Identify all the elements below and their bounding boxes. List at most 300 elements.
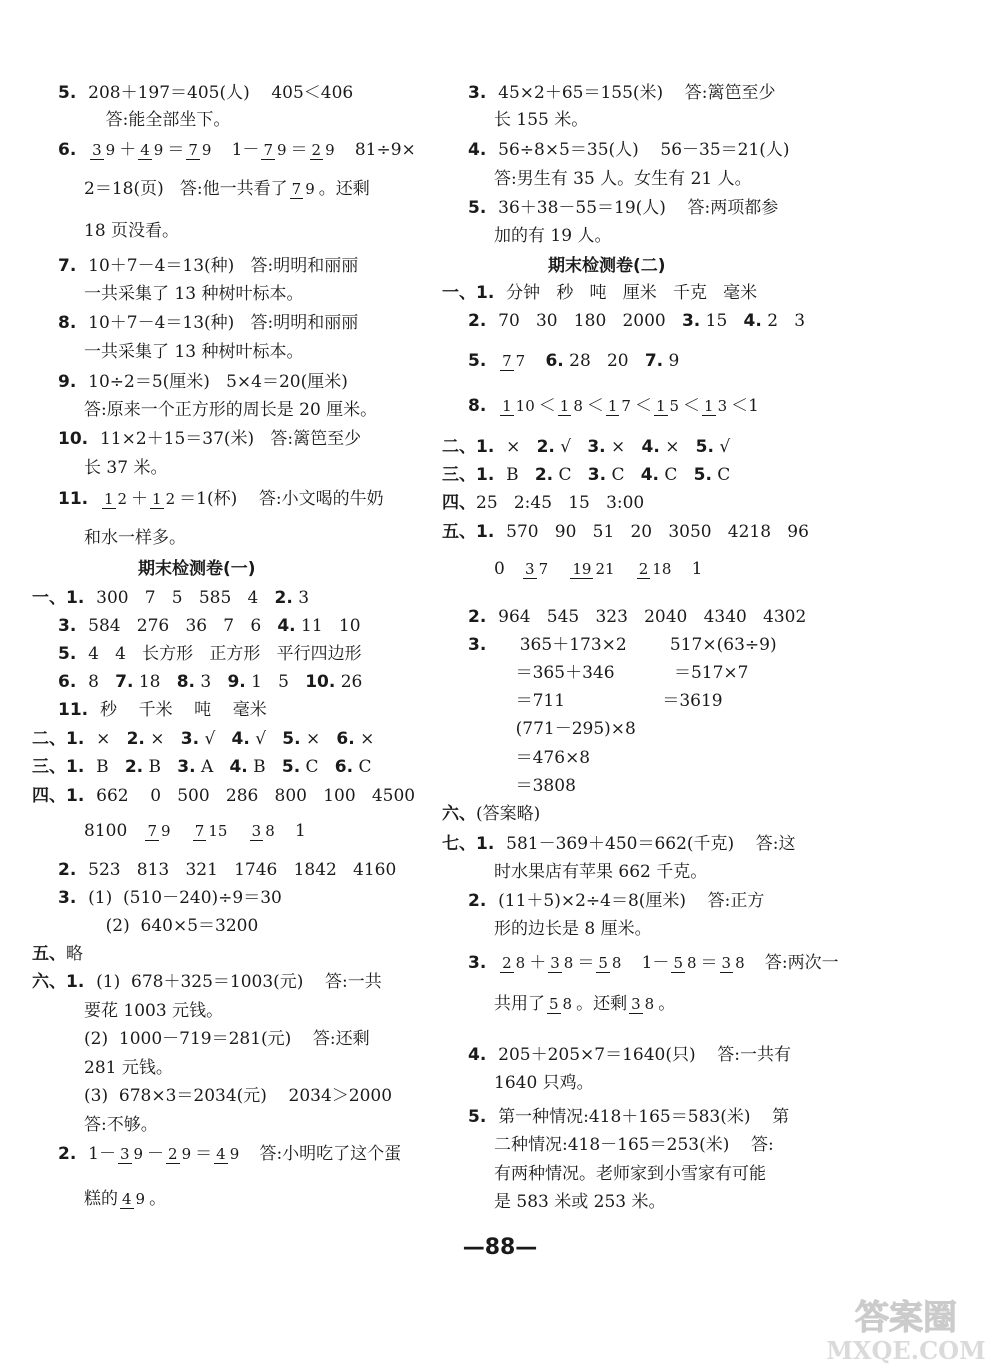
fraction-numerator: 3: [631, 994, 641, 1013]
answer-text: (答案略): [476, 804, 541, 824]
question-number: 2.: [274, 588, 293, 608]
fraction-numerator: 1: [655, 396, 666, 415]
answer-text: 和水一样多。: [84, 528, 186, 548]
fraction: [310, 142, 337, 160]
question-number: 5.: [58, 644, 89, 664]
fraction: [166, 1146, 193, 1164]
fraction: [193, 823, 230, 841]
fraction-denominator: 7: [538, 559, 549, 578]
answer-text: 1－: [88, 1144, 116, 1164]
answer-text: 有两种情况。老师家到小雪家有可能: [494, 1164, 766, 1184]
answer-text: 。: [149, 1189, 167, 1209]
question-number: 2.: [468, 311, 499, 331]
question-number: 2.: [536, 437, 555, 457]
answer-line: [58, 82, 353, 104]
answer-text: 964 545 323 2040 4340 4302: [498, 607, 807, 627]
fraction-numerator: 7: [147, 821, 158, 840]
answer-text: 长 155 米。: [494, 110, 589, 130]
question-number: 5.: [693, 465, 712, 485]
question-number: 6.: [58, 672, 89, 692]
answer-line: [32, 943, 83, 965]
answer-line: [494, 690, 723, 712]
question-number: 7.: [58, 256, 89, 276]
question-number: 四、1.: [32, 786, 97, 806]
fraction: [120, 1191, 147, 1209]
fraction-numerator: 19: [572, 559, 592, 578]
answer-line: [468, 350, 679, 372]
answer-line: [468, 634, 777, 656]
answer-text: 。还剩: [576, 994, 628, 1014]
fraction-denominator: 8: [644, 994, 655, 1013]
answer-line: [468, 197, 778, 219]
question-number: 4.: [231, 729, 250, 749]
fraction-denominator: 7: [515, 351, 526, 370]
answer-text: ＋: [119, 140, 137, 160]
question-number: 8.: [58, 313, 89, 333]
question-number: 3.: [58, 616, 89, 636]
question-number: 3.: [468, 953, 499, 973]
answer-text: B: [506, 465, 535, 485]
watermark-logo: [818, 1295, 993, 1365]
question-number: 3.: [468, 83, 499, 103]
answer-text: 。还剩: [318, 179, 370, 199]
question-number: 7.: [115, 672, 134, 692]
fraction: [596, 955, 623, 973]
answer-text: ＜: [683, 396, 701, 416]
question-number: 五、1.: [442, 522, 507, 542]
answer-text: 205＋205×7＝1640(只) 答:一共有: [498, 1045, 791, 1065]
answer-text: ＜: [538, 396, 556, 416]
fraction-numerator: 3: [721, 953, 732, 972]
answer-line: [442, 436, 730, 458]
answer-line: [84, 1057, 173, 1079]
answer-line: [84, 109, 230, 131]
answer-line: [58, 1143, 401, 1165]
question-number: 2.: [468, 891, 499, 911]
question-number: 4.: [468, 140, 499, 160]
answer-text: 10＋7－4＝13(种) 答:明明和丽丽: [88, 256, 359, 276]
fraction: [500, 398, 537, 416]
question-number: 5.: [58, 83, 89, 103]
answer-text: √: [554, 437, 588, 457]
answer-line: [494, 1134, 774, 1156]
question-number: 4.: [743, 311, 762, 331]
answer-line: [494, 109, 588, 131]
answer-text: 略: [66, 944, 83, 964]
answer-line: [468, 310, 805, 332]
question-number: 2.: [58, 860, 89, 880]
fraction-numerator: 3: [525, 559, 535, 578]
answer-text: ＝: [167, 140, 185, 160]
answer-line: [468, 82, 776, 104]
fraction-denominator: 8: [562, 994, 573, 1013]
answer-line: [442, 464, 730, 486]
answer-line: [138, 558, 256, 580]
fraction-numerator: 3: [119, 1144, 130, 1163]
answer-text: 秒 千米 吨 毫米: [99, 700, 267, 720]
fraction: [523, 561, 550, 579]
answer-line: [494, 861, 707, 883]
answer-text: ＋: [131, 489, 149, 509]
answer-text: 365＋173×2 517×(63÷9): [498, 635, 777, 655]
fraction-denominator: 21: [595, 559, 615, 578]
answer-text: 208＋197＝405(人) 405＜406: [88, 83, 354, 103]
answer-text: 36＋38－55＝19(人) 答:两项都参: [498, 198, 779, 218]
answer-text: 第一种情况:418＋165＝583(米) 第: [498, 1107, 790, 1127]
answer-text: 要花 1003 元钱。: [84, 1001, 224, 1021]
answer-text: 形的边长是 8 厘米。: [494, 919, 652, 939]
svg-text:MXQE.COM: MXQE.COM: [826, 1336, 986, 1365]
question-number: 5.: [468, 1107, 499, 1127]
fraction-denominator: 8: [515, 953, 526, 972]
question-number: 11.: [58, 489, 100, 509]
answer-line: [32, 728, 374, 750]
fraction-numerator: 3: [92, 140, 102, 159]
answer-text: 523 813 321 1746 1842 4160: [88, 860, 397, 880]
page-number: —88—: [462, 1235, 538, 1260]
question-number: 10.: [305, 672, 336, 692]
answer-text: 662 0 500 286 800 100 4500: [96, 786, 416, 806]
answer-text: C: [658, 465, 694, 485]
answer-text: ＜: [586, 396, 604, 416]
fraction-denominator: 5: [669, 396, 680, 415]
answer-line: [58, 488, 384, 510]
question-number: 3.: [58, 888, 89, 908]
question-number: 3.: [177, 757, 196, 777]
answer-text: 是 583 米或 253 米。: [494, 1192, 666, 1212]
answer-line: [468, 1044, 791, 1066]
fraction: [720, 955, 747, 973]
answer-line: [468, 395, 759, 417]
answer-text: ×: [354, 729, 375, 749]
answer-line: [84, 399, 377, 421]
question-number: 5.: [281, 757, 301, 777]
fraction: [606, 398, 633, 416]
question-number: 5.: [695, 437, 714, 457]
answer-line: [32, 756, 372, 778]
answer-text: ×: [300, 729, 337, 749]
question-number: 2.: [126, 729, 145, 749]
question-number: 三、1.: [32, 757, 97, 777]
answer-line: [442, 521, 809, 543]
question-number: 8.: [176, 672, 195, 692]
answer-line: [58, 139, 416, 161]
question-number: 2.: [58, 1144, 89, 1164]
answer-line: [32, 971, 382, 993]
answer-line: [494, 1163, 766, 1185]
fraction-numerator: 1: [103, 489, 114, 508]
fraction-denominator: 2: [165, 489, 176, 508]
answer-line: [442, 492, 644, 514]
fraction-denominator: 9: [181, 1144, 192, 1163]
fraction: [547, 996, 574, 1014]
answer-line: [494, 558, 702, 580]
question-number: 六、: [442, 804, 476, 824]
section-title: 期末检测卷(二): [548, 256, 666, 276]
answer-line: [84, 1114, 158, 1136]
answer-text: ＜: [634, 396, 652, 416]
fraction: [150, 491, 177, 509]
question-number: 5.: [282, 729, 301, 749]
answer-text: (2) 1000－719＝281(元) 答:还剩: [84, 1029, 370, 1049]
fraction-numerator: 2: [168, 1144, 178, 1163]
answer-text: ＝: [700, 953, 718, 973]
answer-text: ×: [96, 729, 127, 749]
fraction: [500, 353, 527, 371]
fraction-denominator: 15: [208, 821, 228, 840]
answer-line: [84, 1188, 166, 1210]
answer-text: 81÷9×: [338, 140, 416, 160]
fraction-denominator: 8: [735, 953, 745, 972]
answer-line: [84, 283, 303, 305]
answer-text: (1) (510－240)÷9＝30: [88, 888, 282, 908]
fraction-denominator: 8: [686, 953, 697, 972]
fraction-denominator: 18: [652, 559, 672, 578]
fraction-numerator: 5: [598, 953, 608, 972]
question-number: 4.: [229, 757, 248, 777]
fraction: [250, 823, 277, 841]
answer-text: (1) 678＋325＝1003(元) 答:一共: [96, 972, 382, 992]
fraction-denominator: 9: [276, 140, 287, 159]
answer-text: A: [195, 757, 230, 777]
answer-text: 11×2＋15＝37(米) 答:篱笆至少: [99, 429, 362, 449]
answer-text: 70 30 180 2000: [498, 311, 682, 331]
answer-text: ＝: [577, 953, 595, 973]
answer-text: C: [553, 465, 588, 485]
question-number: 6.: [545, 351, 564, 371]
answer-text: √: [713, 437, 731, 457]
fraction: [570, 561, 616, 579]
answer-text: －: [147, 1144, 165, 1164]
fraction: [145, 823, 172, 841]
answer-text: 18: [133, 672, 177, 692]
fraction-numerator: 7: [194, 821, 205, 840]
answer-line: [84, 341, 303, 363]
answer-text: 581－369＋450＝662(千克) 答:这: [506, 834, 796, 854]
fraction-numerator: 5: [673, 953, 683, 972]
answer-line: [58, 255, 358, 277]
answer-text: [231, 820, 247, 842]
answer-line: [468, 952, 839, 974]
answer-line: [442, 803, 540, 825]
fraction: [290, 181, 317, 199]
answer-text: 8100: [84, 821, 144, 841]
fraction-numerator: 1: [152, 489, 162, 508]
answer-line: [494, 1072, 594, 1094]
question-number: 4.: [277, 616, 296, 636]
answer-line: [494, 662, 748, 684]
question-number: 一、1.: [32, 588, 97, 608]
answer-text: 0: [494, 559, 522, 579]
question-number: 3.: [587, 437, 606, 457]
answer-text: ＝3808: [494, 776, 576, 796]
answer-text: (2) 640×5＝3200: [84, 916, 259, 936]
question-number: 三、1.: [442, 465, 507, 485]
answer-text: 45×2＋65＝155(米) 答:篱笆至少: [498, 83, 776, 103]
question-number: 4.: [640, 465, 659, 485]
fraction-numerator: 1: [607, 396, 618, 415]
question-number: 五、: [32, 944, 66, 964]
answer-text: (771－295)×8: [494, 719, 636, 739]
fraction-denominator: 9: [133, 1144, 144, 1163]
answer-line: [84, 220, 179, 242]
fraction: [637, 561, 674, 579]
answer-text: ＝1(杯) 答:小文喝的牛奶: [179, 489, 384, 509]
answer-text: ×: [506, 437, 537, 457]
question-number: 六、1.: [32, 972, 97, 992]
question-number: 5.: [468, 198, 499, 218]
answer-line: [84, 457, 167, 479]
answer-text: B: [96, 757, 125, 777]
fraction-denominator: 2: [117, 489, 128, 508]
section-title: 期末检测卷(一): [138, 559, 256, 579]
answer-text: 1: [278, 821, 306, 841]
answer-text: 10＋7－4＝13(种) 答:明明和丽丽: [88, 313, 359, 333]
answer-text: B: [143, 757, 178, 777]
answer-line: [494, 168, 752, 190]
question-number: 6.: [334, 757, 354, 777]
answer-text: 15: [700, 311, 744, 331]
fraction-denominator: 9: [105, 140, 116, 159]
answer-line: [548, 255, 666, 277]
answer-text: 1640 只鸡。: [494, 1073, 594, 1093]
answer-text: C: [711, 465, 731, 485]
answer-line: [58, 671, 362, 693]
fraction-denominator: 9: [135, 1189, 146, 1208]
answer-text: ×: [144, 729, 181, 749]
answer-line: [494, 747, 590, 769]
answer-text: 10÷2＝5(厘米) 5×4＝20(厘米): [88, 372, 348, 392]
answer-text: C: [606, 465, 641, 485]
answer-text: C: [353, 757, 372, 777]
answer-text: 11 10: [295, 616, 361, 636]
fraction: [558, 398, 585, 416]
answer-text: 1－: [625, 953, 670, 973]
answer-text: ＝711 ＝3619: [494, 691, 723, 711]
answer-text: B: [247, 757, 282, 777]
fraction-numerator: 7: [188, 140, 198, 159]
answer-text: 584 276 36 7 6: [88, 616, 278, 636]
answer-line: [468, 139, 790, 161]
answer-text: 二种情况:418－165＝253(米) 答:: [494, 1135, 774, 1155]
fraction-denominator: 9: [229, 1144, 240, 1163]
question-number: 一、1.: [442, 283, 507, 303]
answer-text: √: [249, 729, 283, 749]
fraction-numerator: 2: [638, 559, 649, 578]
fraction: [702, 398, 729, 416]
answer-text: 一共采集了 13 种树叶标本。: [84, 284, 304, 304]
question-number: 9.: [227, 672, 246, 692]
answer-text: 答:不够。: [84, 1115, 158, 1135]
answer-line: [494, 918, 652, 940]
answer-line: [84, 527, 186, 549]
fraction-denominator: 9: [201, 140, 212, 159]
answer-line: [58, 643, 362, 665]
fraction-denominator: 9: [305, 179, 315, 198]
answer-text: 4 4 长方形 正方形 平行四边形: [88, 644, 362, 664]
fraction: [118, 1146, 145, 1164]
question-number: 二、1.: [32, 729, 97, 749]
answer-text: 答:原来一个正方形的周长是 20 厘米。: [84, 400, 378, 420]
answer-text: 长 37 米。: [84, 458, 168, 478]
answer-line: [494, 718, 636, 740]
fraction: [654, 398, 681, 416]
fraction-numerator: 7: [263, 140, 273, 159]
fraction-denominator: 7: [621, 396, 631, 415]
answer-line: [58, 312, 358, 334]
question-number: 二、1.: [442, 437, 507, 457]
fraction: [500, 955, 527, 973]
question-number: 7.: [644, 351, 664, 371]
answer-text: 18 页没看。: [84, 221, 180, 241]
answer-text: 答:两次一: [748, 953, 839, 973]
fraction-numerator: 5: [549, 994, 559, 1013]
answer-text: 1 5: [245, 672, 306, 692]
question-number: 四、: [442, 493, 476, 513]
answer-line: [58, 887, 282, 909]
question-number: 11.: [58, 700, 100, 720]
fraction-numerator: 4: [122, 1189, 132, 1208]
question-number: 6.: [58, 140, 89, 160]
answer-text: 加的有 19 人。: [494, 226, 612, 246]
answer-text: 。: [658, 994, 676, 1014]
question-number: 3.: [681, 311, 701, 331]
fraction-numerator: 3: [550, 953, 560, 972]
answer-text: 1－: [215, 140, 260, 160]
answer-line: [468, 890, 764, 912]
answer-text: [552, 558, 568, 580]
question-number: 2.: [468, 607, 499, 627]
answer-text: 25 2:45 15 3:00: [476, 493, 645, 513]
answer-line: [84, 820, 306, 842]
fraction-denominator: 8: [611, 953, 622, 972]
answer-text: 答:能全部坐下。: [84, 110, 231, 130]
fraction: [214, 1146, 241, 1164]
answer-text: ＜1: [731, 396, 759, 416]
fraction: [261, 142, 288, 160]
answer-text: [175, 820, 191, 842]
fraction-numerator: 3: [251, 821, 262, 840]
answer-line: [84, 915, 258, 937]
question-number: 3.: [468, 635, 499, 655]
answer-text: 26: [335, 672, 363, 692]
fraction-denominator: 3: [717, 396, 728, 415]
question-number: 10.: [58, 429, 100, 449]
fraction: [102, 491, 129, 509]
answer-text: 56÷8×5＝35(人) 56－35＝21(人): [498, 140, 790, 160]
answer-line: [84, 178, 370, 200]
answer-text: 糕的: [84, 1189, 118, 1209]
answer-line: [58, 371, 348, 393]
fraction-denominator: 9: [153, 140, 164, 159]
answer-text: 2＝18(页) 答:他一共看了: [84, 179, 288, 199]
answer-line: [494, 1191, 666, 1213]
question-number: 6.: [336, 729, 355, 749]
question-number: 2.: [124, 757, 144, 777]
answer-text: ＋: [529, 953, 547, 973]
answer-text: ＝: [290, 140, 308, 160]
answer-line: [32, 785, 415, 807]
fraction: [629, 996, 656, 1014]
answer-text: 共用了: [494, 994, 545, 1014]
fraction-numerator: 1: [704, 396, 714, 415]
answer-text: C: [300, 757, 335, 777]
answer-line: [84, 1000, 223, 1022]
svg-text:答案圈: 答案圈: [855, 1298, 957, 1338]
fraction-denominator: 8: [563, 953, 574, 972]
answer-text: 答:男生有 35 人。女生有 21 人。: [494, 169, 752, 189]
answer-text: 一共采集了 13 种树叶标本。: [84, 342, 304, 362]
